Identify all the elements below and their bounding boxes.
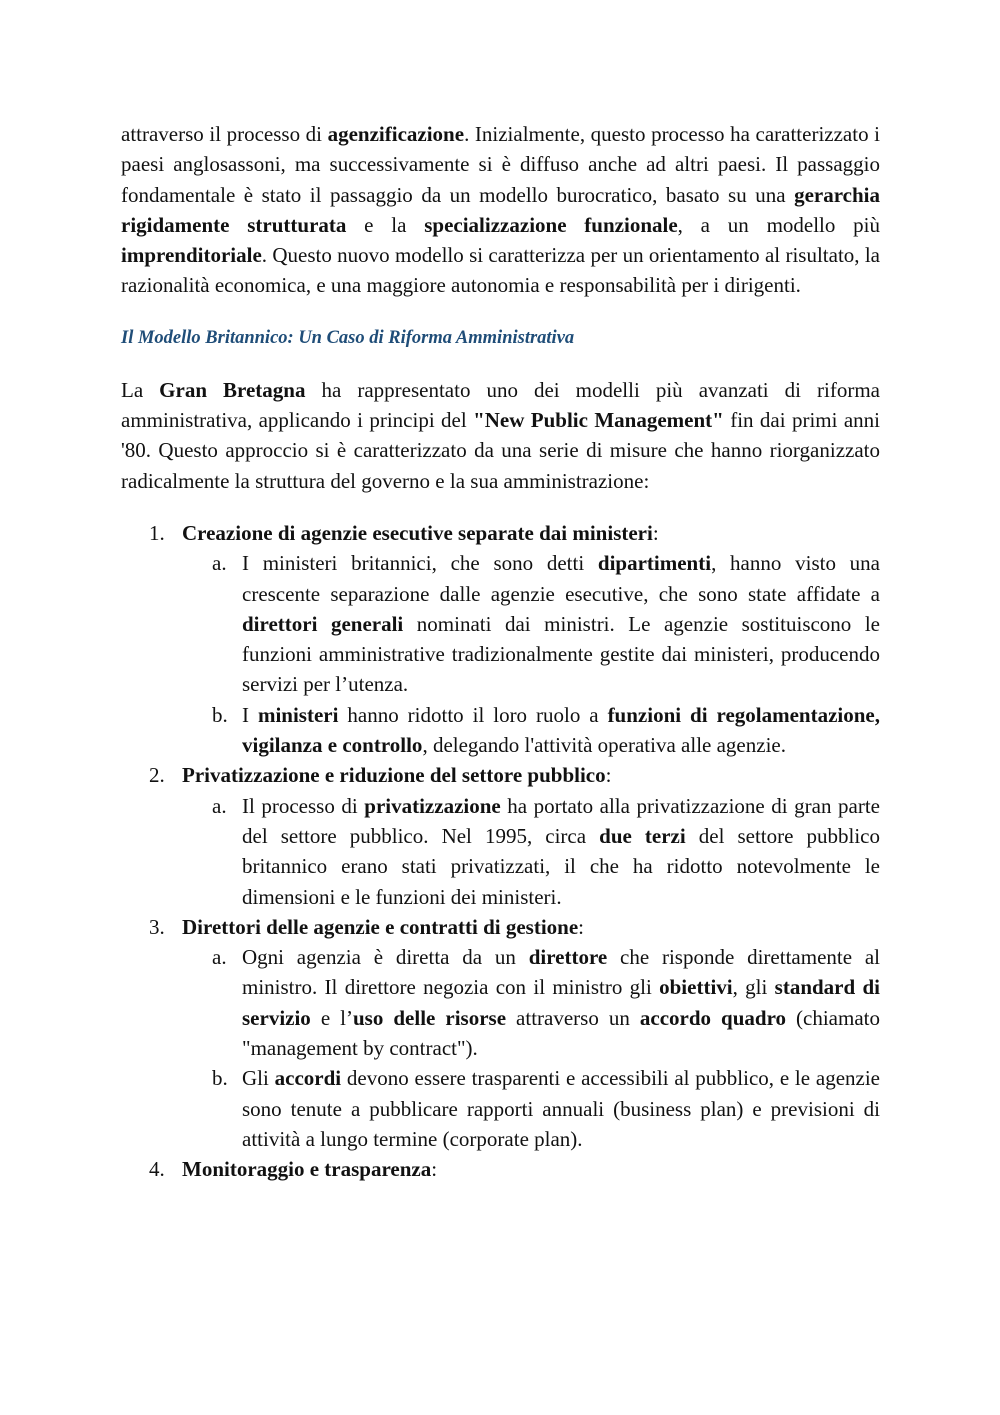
text: , gli xyxy=(732,975,775,1000)
bold-text: accordi xyxy=(274,1066,342,1091)
numbered-list xyxy=(121,518,880,1185)
sub-list-item xyxy=(182,942,880,1063)
sub-list-item xyxy=(182,1063,880,1154)
bold-text: ministeri xyxy=(257,702,339,727)
bold-text: Privatizzazione e riduzione del settore pubblico xyxy=(182,763,606,788)
sub-list-letter: b. xyxy=(212,1066,228,1091)
sub-list-item xyxy=(182,548,880,699)
bold-text: dipartimenti xyxy=(597,551,712,576)
sub-list xyxy=(182,548,880,760)
sub-list-item xyxy=(182,700,880,761)
text: hanno ridotto il loro ruolo a xyxy=(338,702,608,727)
sub-list-item xyxy=(182,791,880,912)
text: , delegando l'attività operativa alle agenzie. xyxy=(422,733,786,758)
sub-list xyxy=(182,942,880,1154)
list-number: 4. xyxy=(149,1157,165,1182)
text: I ministeri britannici, che sono detti xyxy=(242,551,598,576)
text: , a un modello più xyxy=(677,212,881,237)
bold-text: Creazione di agenzie esecutive separate dai ministeri xyxy=(182,520,653,545)
list-number: 3. xyxy=(149,914,165,939)
list-number: 1. xyxy=(149,520,165,545)
intro-paragraph xyxy=(121,119,880,301)
text: nominati dai ministri. Le agenzie sostituiscono le funzioni amministrative tradizionalmente gestite dai ministeri, producendo servizi per l’utenza. xyxy=(242,611,880,697)
sub-list-letter: a. xyxy=(212,945,227,970)
text: e la xyxy=(346,212,425,237)
text: (chiamato "management by contract"). xyxy=(242,1005,880,1061)
text: del settore pubblico britannico erano stati privatizzati, il che ha ridotto notevolmente le dimensioni e le funzioni dei ministeri. xyxy=(242,823,881,909)
bold-text: obiettivi xyxy=(659,975,733,1000)
sub-list-letter: a. xyxy=(212,551,227,576)
list-item xyxy=(121,760,880,911)
bold-text: Direttori delle agenzie e contratti di gestione xyxy=(182,914,579,939)
bold-text: privatizzazione xyxy=(364,793,501,818)
bold-text: standard di servizio xyxy=(242,975,880,1030)
text: . Inizialmente, questo processo ha caratterizzato i paesi anglosassoni, ma successivamente si è diffuso anche ad altri paesi. Il passaggio fondamentale è stato il passaggio da un modello burocratico, basato su una xyxy=(121,122,881,207)
text: : xyxy=(578,914,585,939)
bold-text: direttore xyxy=(528,945,608,970)
text: La xyxy=(121,377,160,402)
text: . Questo nuovo modello si caratterizza per un orientamento al risultato, la razionalità economica, e una maggiore autonomia e responsabilità per i dirigenti. xyxy=(121,243,880,298)
bold-text: funzioni di regolamentazione, vigilanza e controllo xyxy=(242,702,880,758)
sub-list-letter: b. xyxy=(212,702,228,727)
text: attraverso il processo di xyxy=(121,122,328,146)
text: Il processo di xyxy=(242,793,365,818)
text: devono essere trasparenti e accessibili al pubblico, e le agenzie sono tenute a pubblicare rapporti annuali (business plan) e previsioni di attività a lungo termine (corporate plan). xyxy=(242,1066,880,1151)
text: attraverso un xyxy=(506,1005,640,1030)
bold-text: specializzazione funzionale xyxy=(424,212,678,237)
list-item-title xyxy=(182,760,880,790)
text: Ogni agenzia è diretta da un xyxy=(242,945,529,970)
bold-text: Monitoraggio e trasparenza xyxy=(182,1157,432,1182)
list-item xyxy=(121,912,880,1154)
bold-text: gerarchia rigidamente strutturata xyxy=(121,182,880,237)
bold-text: accordo quadro xyxy=(639,1005,787,1030)
text: e l’ xyxy=(310,1005,353,1030)
text: : xyxy=(652,520,659,545)
list-item xyxy=(121,1154,880,1184)
text: I xyxy=(242,702,258,727)
bold-text: Gran Bretagna xyxy=(159,377,306,402)
text: : xyxy=(431,1157,438,1182)
bold-text: due terzi xyxy=(599,823,686,848)
list-item-title xyxy=(182,1154,880,1184)
bold-text: direttori generali xyxy=(242,611,404,636)
text: che risponde direttamente al ministro. Il direttore negozia con il ministro gli xyxy=(242,945,880,1000)
section-paragraph xyxy=(121,375,880,496)
text: ha portato alla privatizzazione di gran parte del settore pubblico. Nel 1995, circa xyxy=(242,793,880,848)
text: , hanno visto una crescente separazione dalle agenzie esecutive, che sono state affidate a xyxy=(242,551,881,606)
bold-text: "New Public Management" xyxy=(473,408,724,433)
text: fin dai primi anni '80. Questo approccio si è caratterizzato da una serie di misure che hanno riorganizzato radicalmente la struttura del governo e la sua amministrazione: xyxy=(121,408,881,493)
list-item xyxy=(121,518,880,760)
text: ha rappresentato uno dei modelli più avanzati di riforma amministrativa, applicando i principi del xyxy=(121,377,880,433)
list-item-title xyxy=(182,518,880,548)
sub-list xyxy=(182,791,880,912)
text: : xyxy=(605,763,612,788)
bold-text: imprenditoriale xyxy=(121,243,262,268)
list-number: 2. xyxy=(149,763,165,788)
bold-text: agenzificazione xyxy=(327,122,465,146)
list-item-title xyxy=(182,912,880,942)
sub-list-letter: a. xyxy=(212,793,227,818)
section-heading: Il Modello Britannico: Un Caso di Riforma Amministrativa xyxy=(121,327,575,348)
text: Gli xyxy=(242,1066,275,1091)
bold-text: uso delle risorse xyxy=(353,1005,507,1030)
